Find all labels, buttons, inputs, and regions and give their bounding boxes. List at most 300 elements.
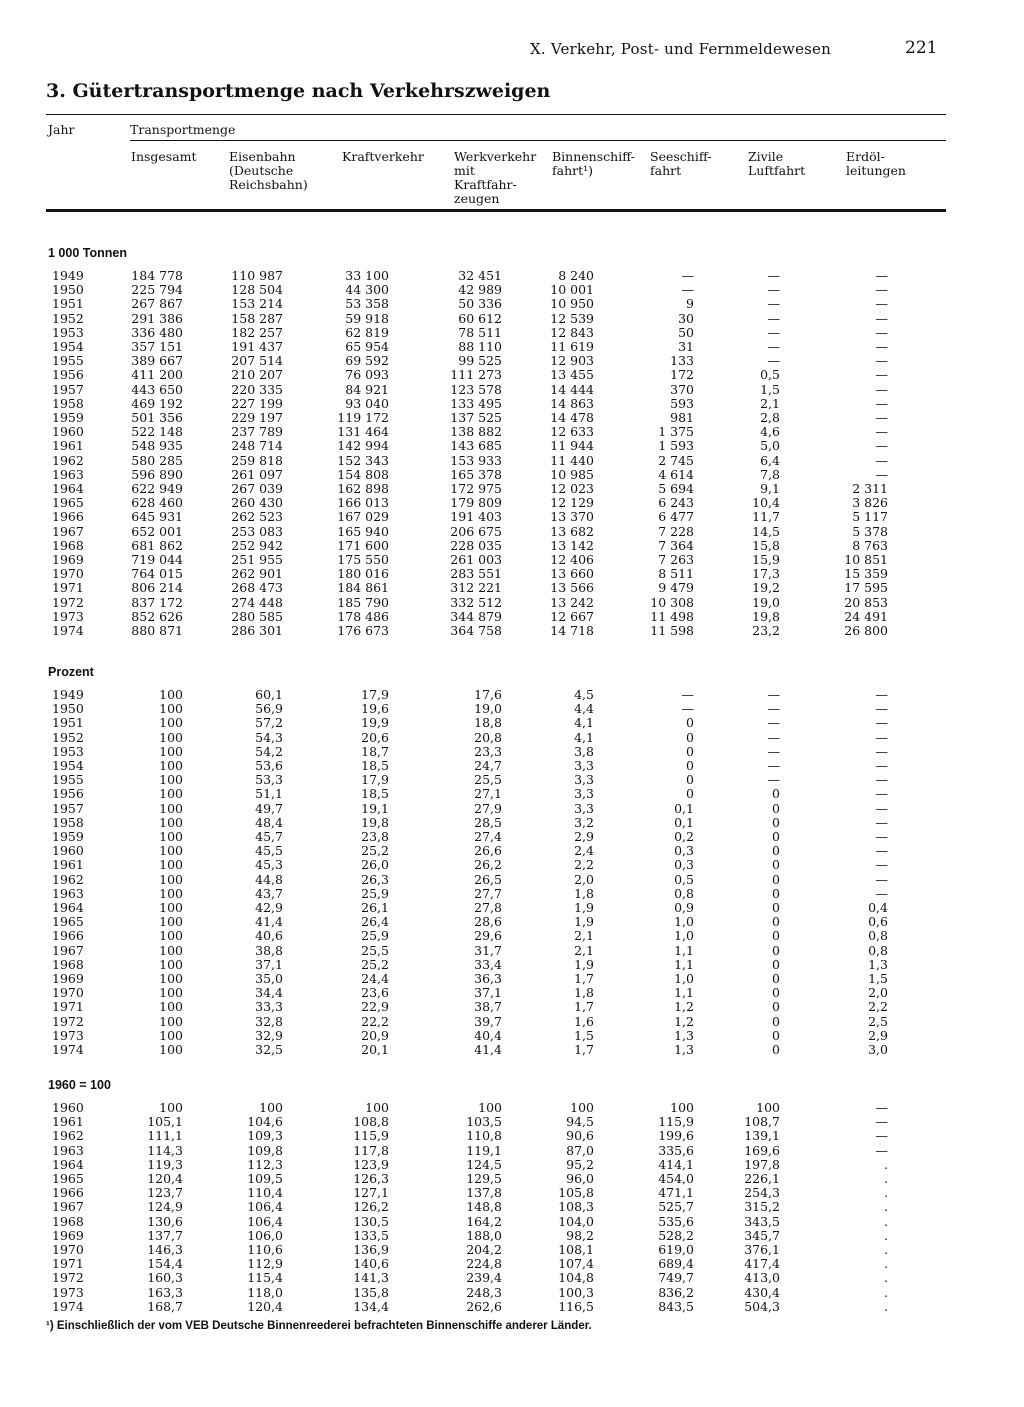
table-cell: 104,6 (247, 1114, 283, 1130)
table-cell: 224,8 (466, 1256, 502, 1272)
table-row (0, 830, 1024, 844)
table-cell: 111,1 (147, 1128, 183, 1144)
table-row (0, 1257, 1024, 1271)
table-cell: 126,3 (353, 1171, 389, 1186)
table-cell: — (875, 1100, 888, 1115)
table-cell: 25,5 (361, 942, 389, 958)
table-cell: 120,4 (147, 1171, 183, 1186)
table-cell: 185 790 (337, 594, 389, 610)
table-cell: 33,4 (474, 956, 502, 972)
row-year: 1962 (52, 1128, 84, 1144)
table-cell: 41,4 (255, 914, 283, 930)
table-cell: 880 871 (131, 623, 183, 638)
table-cell: 26,3 (361, 871, 389, 887)
table-cell: — (767, 687, 780, 702)
table-cell: 0 (772, 843, 780, 859)
row-year: 1968 (52, 537, 84, 553)
table-cell: 128 504 (231, 282, 283, 298)
table-cell: 0,3 (674, 843, 694, 859)
table-cell: 1,1 (674, 942, 694, 958)
table-cell: 20,9 (361, 1027, 389, 1043)
table-cell: 14 444 (550, 381, 594, 397)
table-cell: — (875, 310, 888, 326)
table-cell: — (767, 772, 780, 788)
table-cell: 17 595 (844, 580, 888, 596)
table-cell: 109,3 (247, 1128, 283, 1144)
table-cell: 53 358 (345, 296, 389, 312)
table-cell: 17,6 (474, 687, 502, 702)
table-cell: 11 944 (550, 438, 594, 454)
table-cell: . (884, 1185, 888, 1201)
row-year: 1970 (52, 985, 84, 1001)
table-cell: 262 901 (231, 566, 283, 582)
table-cell: 119,3 (147, 1156, 183, 1172)
table-cell: 180 016 (337, 566, 389, 582)
table-cell: 0,6 (868, 914, 888, 930)
table-cell: 0,4 (868, 900, 888, 915)
table-cell: 199,6 (658, 1128, 694, 1144)
table-cell: 0 (686, 715, 694, 731)
row-year: 1960 (52, 424, 84, 440)
table-cell: 172 975 (450, 481, 502, 496)
table-cell: 13 682 (550, 523, 594, 539)
row-year: 1956 (52, 786, 84, 802)
table-cell: 7,8 (760, 466, 780, 482)
table-cell: 124,9 (147, 1199, 183, 1215)
table-cell: 184 861 (337, 580, 389, 596)
table-cell: 134,4 (353, 1298, 389, 1314)
row-year: 1962 (52, 871, 84, 887)
table-cell: 501 356 (131, 410, 183, 425)
table-cell: 96,0 (566, 1171, 594, 1186)
table-cell: — (681, 282, 694, 298)
table-row (0, 731, 1024, 745)
table-cell: — (767, 743, 780, 759)
table-cell: 364 758 (450, 623, 502, 638)
table-cell: 681 862 (131, 537, 183, 553)
table-cell: 65 954 (345, 339, 389, 354)
table-cell: 1,0 (674, 928, 694, 944)
table-cell: 286 301 (231, 623, 283, 638)
table-row (0, 567, 1024, 581)
table-cell: 0 (772, 942, 780, 958)
table-row (0, 297, 1024, 311)
table-cell: 26,0 (361, 857, 389, 873)
table-cell: 163,3 (147, 1284, 183, 1300)
table-cell: 1,3 (868, 956, 888, 972)
row-year: 1969 (52, 971, 84, 986)
table-cell: 112,3 (247, 1156, 283, 1172)
table-cell: 749,7 (658, 1270, 694, 1286)
table-cell: 0,5 (760, 367, 780, 383)
table-cell: 26 800 (844, 623, 888, 638)
table-cell: 689,4 (658, 1256, 694, 1272)
table-cell: 130,6 (147, 1213, 183, 1229)
table-cell: 33,3 (255, 999, 283, 1015)
table-cell: 100 (159, 928, 183, 944)
table-cell: 596 890 (131, 466, 183, 482)
table-cell: 20,6 (361, 729, 389, 745)
table-cell: 154,4 (147, 1256, 183, 1272)
table-cell: 98,2 (566, 1227, 594, 1243)
table-cell: 0,8 (674, 885, 694, 901)
table-cell: 336 480 (131, 324, 183, 340)
table-cell: 30 (678, 310, 694, 326)
table-cell: 100 (159, 985, 183, 1001)
table-cell: 100 (159, 1027, 183, 1043)
table-cell: 53,6 (255, 758, 283, 773)
row-year: 1961 (52, 438, 84, 454)
table-cell: 153 933 (450, 452, 502, 468)
row-year: 1950 (52, 282, 84, 298)
table-cell: 1,3 (674, 1042, 694, 1057)
table-row (0, 858, 1024, 872)
table-cell: 13 242 (550, 594, 594, 610)
table-cell: 142 994 (337, 438, 389, 454)
table-cell: 852 626 (131, 608, 183, 624)
table-cell: 143 685 (450, 438, 502, 454)
table-cell: 137,7 (147, 1227, 183, 1243)
table-cell: 0,8 (868, 942, 888, 958)
table-cell: 40,4 (474, 1027, 502, 1043)
table-row (0, 1300, 1024, 1314)
table-cell: 100 (159, 814, 183, 830)
table-cell: 32,5 (255, 1042, 283, 1057)
row-year: 1965 (52, 1171, 84, 1186)
table-cell: 0 (772, 928, 780, 944)
table-cell: 135,8 (353, 1284, 389, 1300)
table-cell: 806 214 (131, 580, 183, 596)
table-cell: 12 667 (550, 608, 594, 624)
table-row (0, 1229, 1024, 1243)
table-cell: . (884, 1270, 888, 1286)
table-cell: 27,8 (474, 900, 502, 915)
table-cell: 37,1 (474, 985, 502, 1001)
table-cell: 100 (159, 843, 183, 859)
table-cell: 172 (670, 367, 694, 383)
table-cell: 0 (772, 871, 780, 887)
table-cell: 10 851 (844, 552, 888, 567)
row-year: 1961 (52, 857, 84, 873)
table-row (0, 368, 1024, 382)
table-cell: 0 (686, 772, 694, 788)
table-row (0, 887, 1024, 901)
table-cell: 59 918 (345, 310, 389, 326)
table-cell: 628 460 (131, 495, 183, 511)
table-cell: . (884, 1156, 888, 1172)
table-cell: 291 386 (131, 310, 183, 326)
table-cell: 32 451 (458, 268, 502, 283)
table-row (0, 553, 1024, 567)
table-cell: 139,1 (744, 1128, 780, 1144)
table-cell: 1,5 (574, 1027, 594, 1043)
table-cell: 0 (772, 914, 780, 930)
table-row (0, 915, 1024, 929)
table-cell: 116,5 (558, 1298, 594, 1314)
table-cell: 100 (159, 900, 183, 915)
table-cell: 5 378 (852, 523, 888, 539)
table-cell: 5 694 (658, 481, 694, 496)
table-row (0, 510, 1024, 524)
table-row (0, 610, 1024, 624)
table-cell: 158 287 (231, 310, 283, 326)
table-cell: 114,3 (147, 1142, 183, 1158)
header-col-eisenbahn: Eisenbahn (Deutsche Reichsbahn) (229, 149, 308, 192)
table-cell: 1,7 (574, 971, 594, 986)
row-year: 1954 (52, 758, 84, 773)
table-cell: 335,6 (658, 1142, 694, 1158)
row-year: 1953 (52, 743, 84, 759)
table-cell: 207 514 (231, 353, 283, 369)
table-cell: — (875, 687, 888, 702)
table-cell: 100 (159, 956, 183, 972)
table-cell: 1,8 (574, 885, 594, 901)
table-cell: 112,9 (247, 1256, 283, 1272)
table-cell: 0 (772, 800, 780, 816)
table-cell: — (875, 871, 888, 887)
table-cell: 38,8 (255, 942, 283, 958)
table-cell: 12 843 (550, 324, 594, 340)
table-cell: 843,5 (658, 1298, 694, 1314)
table-cell: — (875, 452, 888, 468)
header-col-insgesamt: Insgesamt (131, 149, 197, 164)
table-cell: 0 (772, 814, 780, 830)
table-cell: 137,8 (466, 1185, 502, 1201)
table-cell: 48,4 (255, 814, 283, 830)
table-cell: 120,4 (247, 1298, 283, 1314)
table-row (0, 1000, 1024, 1014)
header-col-seeschifffahrt: Seeschiff- fahrt (650, 149, 712, 178)
table-cell: 182 257 (231, 324, 283, 340)
table-cell: 268 473 (231, 580, 283, 596)
table-cell: 344 879 (450, 608, 502, 624)
table-cell: — (875, 410, 888, 425)
table-cell: 370 (670, 381, 694, 397)
row-year: 1968 (52, 1213, 84, 1229)
table-cell: 100 (159, 885, 183, 901)
table-cell: — (875, 885, 888, 901)
table-cell: 100 (159, 701, 183, 717)
table-cell: 2,1 (574, 942, 594, 958)
table-row (0, 354, 1024, 368)
table-cell: — (767, 268, 780, 283)
row-year: 1972 (52, 1270, 84, 1286)
table-cell: — (767, 353, 780, 369)
table-cell: 12 406 (550, 552, 594, 567)
table-row (0, 844, 1024, 858)
table-cell: 191 403 (450, 509, 502, 525)
table-cell: — (875, 466, 888, 482)
table-cell: 0,8 (868, 928, 888, 944)
table-cell: 12 633 (550, 424, 594, 440)
table-cell: 25,5 (474, 772, 502, 788)
table-cell: 108,7 (744, 1114, 780, 1130)
table-cell: 1,2 (674, 1013, 694, 1029)
table-cell: 15,8 (752, 537, 780, 553)
table-cell: 23,3 (474, 743, 502, 759)
table-cell: 5,0 (760, 438, 780, 454)
table-cell: 471,1 (658, 1185, 694, 1201)
table-cell: 100 (478, 1100, 502, 1115)
table-cell: 129,5 (466, 1171, 502, 1186)
table-cell: 104,0 (558, 1213, 594, 1229)
table-cell: 166 013 (337, 495, 389, 511)
table-cell: 119,1 (466, 1142, 502, 1158)
table-cell: 100 (159, 999, 183, 1015)
table-cell: 1,1 (674, 956, 694, 972)
table-cell: 17,9 (361, 687, 389, 702)
table-cell: 100 (570, 1100, 594, 1115)
table-cell: 100 (159, 1100, 183, 1115)
table-cell: 226,1 (744, 1171, 780, 1186)
table-cell: 19,9 (361, 715, 389, 731)
table-cell: 260 430 (231, 495, 283, 511)
table-cell: 1,9 (574, 900, 594, 915)
table-cell: . (884, 1256, 888, 1272)
table-cell: 153 214 (231, 296, 283, 312)
row-year: 1971 (52, 580, 84, 596)
table-cell: 178 486 (337, 608, 389, 624)
table-cell: 535,6 (658, 1213, 694, 1229)
row-year: 1958 (52, 814, 84, 830)
table-row (0, 1271, 1024, 1285)
table-cell: 8 240 (558, 268, 594, 283)
table-cell: 38,7 (474, 999, 502, 1015)
table-cell: 131 464 (337, 424, 389, 440)
table-cell: 261 003 (450, 552, 502, 567)
table-cell: 5 117 (852, 509, 888, 525)
table-row (0, 1115, 1024, 1129)
table-cell: 3,3 (574, 758, 594, 773)
table-cell: 53,3 (255, 772, 283, 788)
table-cell: 443 650 (131, 381, 183, 397)
header-col-kraftverkehr: Kraftverkehr (342, 149, 424, 164)
table-row (0, 944, 1024, 958)
table-cell: 140,6 (353, 1256, 389, 1272)
table-cell: 0 (772, 857, 780, 873)
table-cell: 220 335 (231, 381, 283, 397)
row-year: 1949 (52, 268, 84, 283)
table-cell: 267 039 (231, 481, 283, 496)
table-cell: — (875, 857, 888, 873)
table-cell: 0 (772, 786, 780, 802)
table-cell: 165 378 (450, 466, 502, 482)
row-year: 1971 (52, 1256, 84, 1272)
table-cell: 15,9 (752, 552, 780, 567)
section-tonnen-label: 1 000 Tonnen (48, 246, 127, 260)
table-cell: 62 819 (345, 324, 389, 340)
table-cell: 110,6 (247, 1242, 283, 1257)
table-cell: 84 921 (345, 381, 389, 397)
table-cell: 10 985 (550, 466, 594, 482)
table-cell: 108,8 (353, 1114, 389, 1130)
table-cell: 168,7 (147, 1298, 183, 1314)
table-cell: 26,1 (361, 900, 389, 915)
header-transportmenge: Transportmenge (130, 122, 236, 137)
table-row (0, 759, 1024, 773)
table-cell: 2 745 (658, 452, 694, 468)
table-cell: 27,7 (474, 885, 502, 901)
table-cell: 117,8 (353, 1142, 389, 1158)
table-row (0, 411, 1024, 425)
table-cell: 78 511 (458, 324, 502, 340)
table-cell: 8 511 (658, 566, 694, 582)
table-cell: — (767, 310, 780, 326)
table-cell: 100 (159, 758, 183, 773)
table-cell: 42 989 (458, 282, 502, 298)
table-cell: 1,7 (574, 999, 594, 1015)
row-year: 1969 (52, 1227, 84, 1243)
table-cell: 26,2 (474, 857, 502, 873)
table-cell: 11 440 (550, 452, 594, 468)
table-cell: 100 (159, 800, 183, 816)
table-cell: 3,8 (574, 743, 594, 759)
table-cell: 26,5 (474, 871, 502, 887)
table-cell: 106,0 (247, 1227, 283, 1243)
table-cell: 312 221 (450, 580, 502, 596)
table-row (0, 525, 1024, 539)
header-top-rule (46, 114, 946, 115)
table-cell: 1,7 (574, 1042, 594, 1057)
row-year: 1970 (52, 1242, 84, 1257)
table-cell: 259 818 (231, 452, 283, 468)
table-cell: 522 148 (131, 424, 183, 440)
table-cell: 26,4 (361, 914, 389, 930)
table-cell: 19,8 (752, 608, 780, 624)
table-cell: 133,5 (353, 1227, 389, 1243)
table-cell: 12 903 (550, 353, 594, 369)
table-cell: — (875, 367, 888, 383)
table-cell: 10 308 (650, 594, 694, 610)
table-cell: 645 931 (131, 509, 183, 525)
table-cell: . (884, 1227, 888, 1243)
table-row (0, 454, 1024, 468)
table-cell: 19,0 (474, 701, 502, 717)
row-year: 1957 (52, 800, 84, 816)
table-cell: 4,5 (574, 687, 594, 702)
table-cell: 11 619 (550, 339, 594, 354)
table-cell: 0,1 (674, 800, 694, 816)
table-cell: 24,4 (361, 971, 389, 986)
table-cell: 27,9 (474, 800, 502, 816)
table-cell: 4,1 (574, 729, 594, 745)
table-cell: 22,9 (361, 999, 389, 1015)
table-cell: — (875, 800, 888, 816)
table-cell: 100 (159, 1042, 183, 1057)
row-year: 1957 (52, 381, 84, 397)
table-cell: 100 (159, 971, 183, 986)
footnote: ¹) Einschließlich der vom VEB Deutsche Binnenreederei befrachteten Binnenschiffe anderer Länder. (46, 1320, 592, 1332)
table-cell: 33 100 (345, 268, 389, 283)
table-cell: 12 129 (550, 495, 594, 511)
table-row (0, 397, 1024, 411)
table-cell: 0 (772, 999, 780, 1015)
table-title: 3. Gütertransportmenge nach Verkehrszweigen (46, 80, 551, 102)
table-cell: 2,2 (868, 999, 888, 1015)
table-cell: 87,0 (566, 1142, 594, 1158)
table-cell: 0 (686, 743, 694, 759)
table-cell: 36,3 (474, 971, 502, 986)
table-cell: 1 593 (658, 438, 694, 454)
table-cell: 274 448 (231, 594, 283, 610)
table-cell: 17,3 (752, 566, 780, 582)
table-cell: 110,8 (466, 1128, 502, 1144)
table-cell: 18,5 (361, 786, 389, 802)
table-cell: 103,5 (466, 1114, 502, 1130)
table-cell: 49,7 (255, 800, 283, 816)
table-cell: 188,0 (466, 1227, 502, 1243)
row-year: 1952 (52, 310, 84, 326)
